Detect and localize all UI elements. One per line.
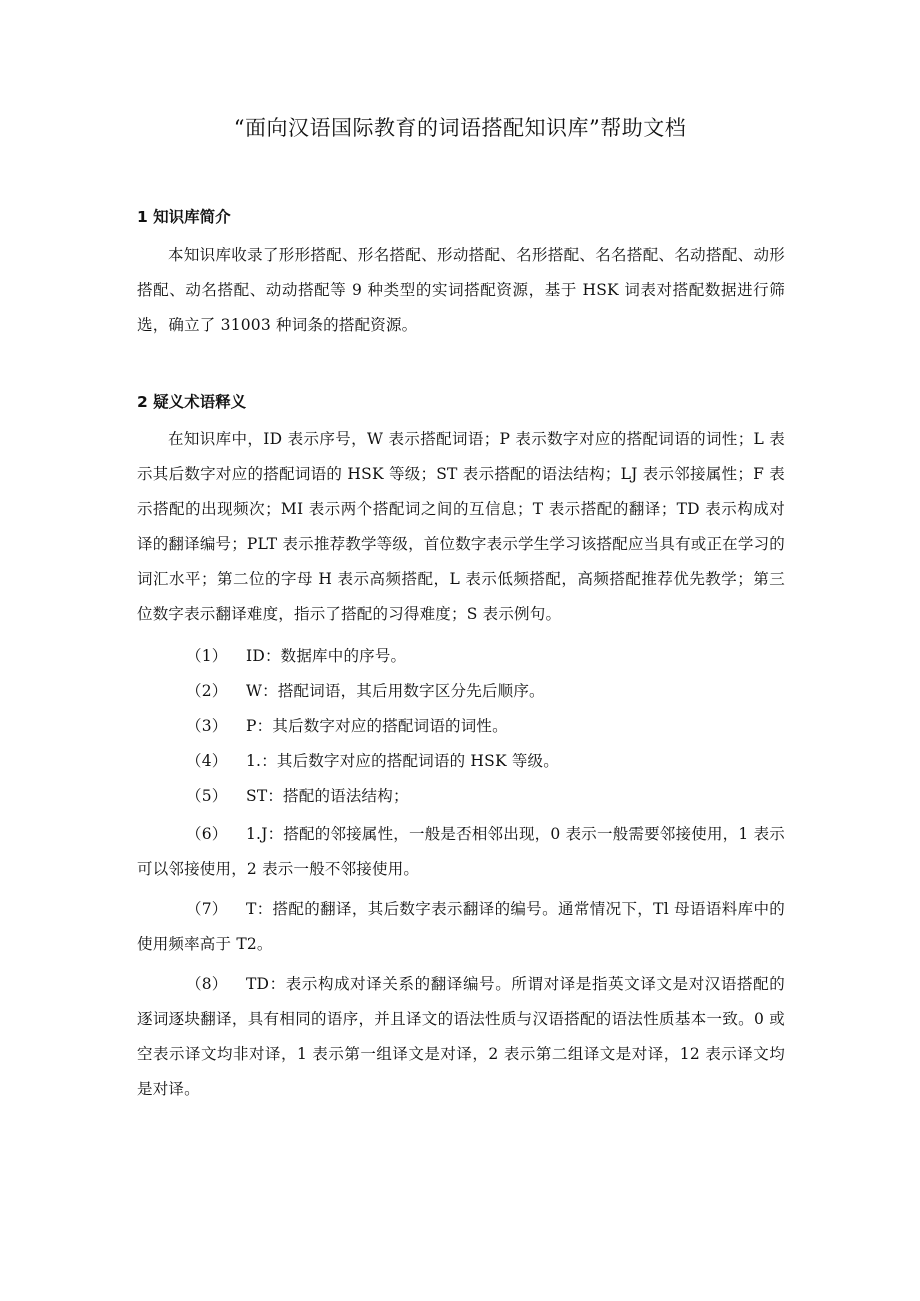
term-item [137,967,785,1107]
item-number: （4） [186,752,228,770]
term-item [137,744,785,779]
item-text: ID：数据库中的序号。 [246,647,407,665]
term-item [137,779,785,814]
item-text: 1.J：搭配的邻接属性，一般是否相邻出现，0 表示一般需要邻接使用，1 表示可以邻接使用，2 表示一般不邻接使用。 [137,825,785,878]
section-1-heading: 1 知识库简介 [137,208,231,226]
item-text: P：其后数字对应的搭配词语的词性。 [246,717,508,735]
term-item [137,709,785,744]
item-number: （7） [186,900,228,918]
item-text: 1.：其后数字对应的搭配词语的 HSK 等级。 [246,752,559,770]
term-item [137,892,785,962]
item-text: T：搭配的翻译，其后数字表示翻译的编号。通常情况下，Tl 母语语料库中的使用频率高于 T2。 [137,900,785,953]
item-text: TD：表示构成对译关系的翻译编号。所谓对译是指英文译文是对汉语搭配的逐词逐块翻译，具有相同的语序，并且译文的语法性质与汉语搭配的语法性质基本一致。0 或空表示译文均非对译，1 表示第一组译文是对译，2 表示第二组译文是对译，12 表示译文均是对译。 [137,975,785,1098]
item-number: （8） [186,975,228,993]
section-1-paragraph: 本知识库收录了形形搭配、形名搭配、形动搭配、名形搭配、名名搭配、名动搭配、动形搭配、动名搭配、动动搭配等 9 种类型的实词搭配资源，基于 HSK 词表对搭配数据进行筛选，确立了 31003 种词条的搭配资源。 [137,246,785,334]
term-item [137,674,785,709]
section-2-heading: 2 疑义术语释义 [137,393,247,411]
item-text: ST：搭配的语法结构； [246,787,409,805]
term-item [137,817,785,887]
item-number: （6） [186,825,228,843]
document-title: “面向汉语国际教育的词语搭配知识库”帮助文档 [233,116,687,140]
item-number: （5） [186,787,228,805]
item-text: W：搭配词语，其后用数字区分先后顺序。 [246,682,545,700]
item-number: （2） [186,682,228,700]
item-number: （3） [186,717,228,735]
item-number: （1） [186,647,228,665]
term-item [137,639,785,674]
section-2-paragraph: 在知识库中，ID 表示序号，W 表示搭配词语；P 表示数字对应的搭配词语的词性；L 表示其后数字对应的搭配词语的 HSK 等级；ST 表示搭配的语法结构；LJ 表示邻接属性；F 表示搭配的出现频次；MI 表示两个搭配词之间的互信息；T 表示搭配的翻译；TD 表示构成对译的翻译编号；PLT 表示推荐教学等级，首位数字表示学生学习该搭配应当具有或正在学习的词汇水平；第二位的字母 H 表示高频搭配，L 表示低频搭配，高频搭配推荐优先教学；第三位数字表示翻译难度，指示了搭配的习得难度；S 表示例句。 [137,430,785,623]
